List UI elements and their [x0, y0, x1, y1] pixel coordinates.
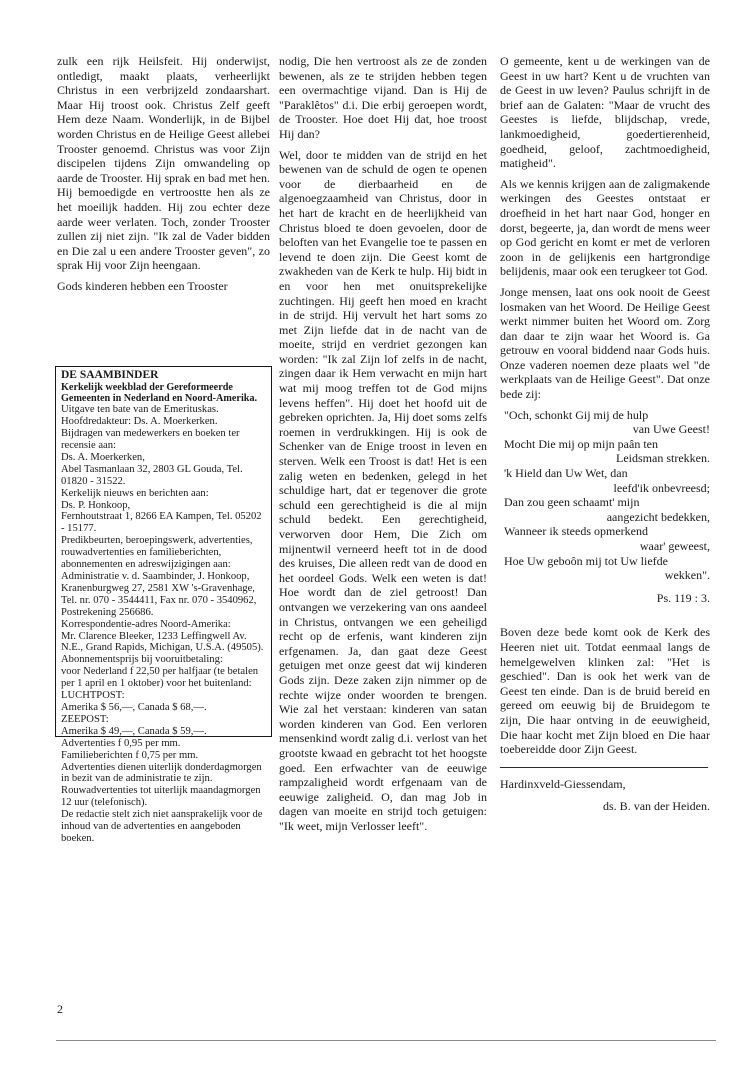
- colophon-line: Korrespondentie-adres Noord-Amerika:: [61, 618, 231, 630]
- colophon-box: [55, 366, 272, 844]
- colophon-line: De redactie stelt zich niet aansprakelijk voor de inhoud van de advertenties en aangeboden boeken.: [61, 809, 263, 844]
- article-paragraph: zulk een rijk Heilsfeit. Hij onderwijst, ontledigt, maakt plaats, verheerlijkt Christus in een verbrijzeld zondaarshart. Maar Hij troost ook. Christus Zelf geeft Hem deze Naam. Wonderlijk, in de Bijbel worden Christus en de Heilige Geest allebei Trooster genoemd. Christus was voor Zijn discipelen tijdens Zijn omwandeling op aarde de Trooster. Hij sprak en bad met hen. Hij bemoedigde en vertroostte hen als ze het moeilijk hadden. Hij zou echter deze aarde weer verlaten. Toch, zonder Trooster zullen zij niet zijn. "Ik zal de Vader bidden en Die zal u een andere Trooster geven", zo sprak Hij voor Zijn heengaan.: [57, 54, 270, 273]
- colophon-line: Mr. Clarence Bleeker, 1233 Leffingwell Av. N.E., Grand Rapids, Michigan, U.S.A. (49505).: [61, 630, 264, 654]
- colophon-line: Ds. A. Moerkerken,: [61, 451, 145, 463]
- verse-line: Leidsman strekken.: [616, 451, 710, 466]
- colophon-line: Advertenties dienen uiterlijk donderdagmorgen in bezit van de administratie te zijn.: [61, 761, 262, 785]
- verse-line: van Uwe Geest!: [632, 422, 710, 437]
- colophon-line: Familieberichten f 0,75 per mm.: [61, 749, 199, 761]
- author-signature: ds. B. van der Heiden.: [603, 799, 710, 814]
- colophon-line: voor Nederland f 22,50 per halfjaar (te betalen per 1 april en 1 oktober) voor het buitenland:: [61, 666, 259, 690]
- verse-line: Hoe Uw geboôn mij tot Uw liefde: [504, 553, 668, 568]
- colophon-line: Hoofdredakteur: Ds. A. Moerkerken.: [61, 416, 218, 428]
- article-paragraph: Als we kennis krijgen aan de zaligmakende werkingen des Geestes ontstaat er droefheid in het hart naar God, honger en dorst, begeerte, ja, dan wordt de mens weer op God gericht en komt er met de verloren zoon in de gelijkenis een hartgrondige belijdenis, maar ook een terugkeer tot God.: [500, 176, 710, 279]
- colophon-line: Predikbeurten, beroepingswerk, advertenties, rouwadvertenties en familieberichten, abonnementen en adreswijzigingen aan:: [61, 535, 253, 571]
- verse-line: Dan zou geen schaamt' mijn: [504, 495, 640, 510]
- verse-line: 'k Hield dan Uw Wet, dan: [504, 466, 628, 481]
- colophon-line: Amerika $ 49,—, Canada $ 59,—.: [61, 725, 207, 737]
- column-2: [279, 54, 487, 839]
- verse-line: leefd'ik onbevreesd;: [613, 480, 710, 495]
- colophon-line: Kerkelijk nieuws en berichten aan:: [61, 487, 209, 499]
- colophon-line: Uitgave ten bate van de Emerituskas.: [61, 404, 219, 416]
- colophon-line: Amerika $ 56,—, Canada $ 68,—.: [61, 701, 207, 713]
- colophon-line: Abel Tasmanlaan 32, 2803 GL Gouda, Tel. 01820 - 31522.: [61, 463, 243, 487]
- page-number: 2: [57, 1002, 63, 1016]
- page-edge-line: [56, 1040, 716, 1041]
- psalm-verse: [500, 408, 710, 583]
- colophon-line: Administratie v. d. Saambinder, J. Honkoop, Kranenburgweg 27, 2581 XW 's-Gravenhage, Tel. nr. 070 - 3544411, Fax nr. 070 - 3540962, Postrekening 256686.: [61, 571, 257, 618]
- verse-line: "Och, schonkt Gij mij de hulp: [504, 407, 649, 422]
- colophon-line: Rouwadvertenties tot uiterlijk maandagmorgen 12 uur (telefonisch).: [61, 785, 261, 809]
- colophon-line: LUCHTPOST:: [61, 690, 125, 702]
- article-paragraph: Wel, door te midden van de strijd en het bewenen van de schuld de ogen te openen voor de dierbaarheid en de algenoegzaamheid van Christus, door in het hart de kracht en de heerlijkheid van Christus bloed te doen gevoelen, door de beloften van het Evangelie toe te passen en levend te doen zijn. Die Geest komt de zwakheden van de Kerk te hulp. Hij bidt in en voor hen met onuitsprekelijke zuchtingen. Hij geeft hen moed en kracht in de strijd. Hij vervult het hart soms zo met Zijn liefde dat in de nacht van de moeite, strijd en verdriet gezongen kan worden: "Ik zal Zijn lof zelfs in de nacht, zingen daar ik Hem verwacht en mijn hart wat mij moog treffen tot de God mijns levens heffen". Hij doet het hoofd uit de gebreken oprichten. Ja, Hij doet soms zelfs roemen in verdrukkingen. Hij is ook de Schenker van de Enige troost in leven en sterven. Welk een Troost is dat! Het is een zalig weten en bedenken, gelegd in het schuldige hart, dat er tegenover die grote schuld een gerechtigheid is die al mijn schuld bedekt. Een gerechtigheid, verworven door Hem, Die Zich om mijnentwil verneerd heeft tot in de dood des kruises, Die alleen redt van de dood en het oordeel Gods. Welk een weten is dat! Hoe wordt dan de ziel getroost! Dan ontvangen we verzekering van ons aandeel in Christus, ontvangen we een geheiligd recht op de erfenis, want kinderen zijn erfgenamen. Ja, dan gaat deze Geest getuigen met onze geest dat wij kinderen Gods zijn. Deze zaken zijn nimmer op de rechte wijze onder woorden te brengen. Wie zal het verstaan: kinderen van satan worden kinderen van God. Een verloren mensenkind wordt zalig d.i. verlost van het grootste kwaad en gebracht tot het hoogste goed. Een erfwachter van de eeuwige rampzaligheid wordt erfgenaam van de eeuwige zaligheid. O, dan mag Job in dagen van moeite en strijd toch getuigen: "Ik weet, mijn Verlosser leeft".: [279, 147, 487, 833]
- verse-line: aangezicht bedekken,: [606, 509, 710, 524]
- article-paragraph: nodig, Die hen vertroost als ze de zonden bewenen, als ze te strijden hebben tegen een overmachtige vijand. Dan is Hij de "Paraklêtos" d.i. Die erbij geroepen wordt, de Trooster. Hoe doet Hij dat, hoe troost Hij dan?: [279, 54, 487, 141]
- verse-line: Wanneer ik steeds opmerkend: [504, 524, 648, 539]
- end-rule: [500, 767, 708, 768]
- verse-line: Mocht Die mij op mijn paân ten: [504, 436, 658, 451]
- colophon-line: Abonnementsprijs bij vooruitbetaling:: [61, 654, 223, 666]
- colophon-line: Advertenties f 0,95 per mm.: [61, 737, 181, 749]
- colophon-line: Bijdragen van medewerkers en boeken ter recensie aan:: [61, 428, 240, 452]
- verse-line: wekken".: [664, 568, 710, 583]
- author-place: Hardinxveld-Giessendam,: [500, 776, 626, 791]
- psalm-reference: Ps. 119 : 3.: [656, 590, 710, 605]
- colophon-line: Ds. P. Honkoop,: [61, 499, 131, 511]
- article-paragraph: Jonge mensen, laat ons ook nooit de Geest losmaken van het Woord. De Heilige Geest werkt nimmer buiten het Woord om. Zorg dan daar te zijn waar het Woord is. Ga getrouw en vooral biddend naar Gods huis. Onze vaderen noemen deze plaats wel "de werkplaats van de Heilige Geest". Dat onze bede zij:: [500, 284, 710, 402]
- column-1: [57, 54, 270, 300]
- column-3: [500, 54, 710, 814]
- colophon-line: Fernhoutstraat 1, 8266 EA Kampen, Tel. 05202 - 15177.: [61, 511, 262, 535]
- closing-paragraph: Boven deze bede komt ook de Kerk des Heeren niet uit. Totdat eenmaal langs de hemelgewelven klinken zal: "Het is geschied". Dan is ook het werk van de Geest ten einde. Dan is de bruid bereid en gereed om eeuwig bij de Bruidegom te zijn, Die haar ontving in de eeuwigheid, Die haar kocht met Zijn bloed en Die haar toebereidde door Zijn Geest.: [500, 625, 710, 757]
- colophon-title: DE SAAMBINDER: [61, 369, 159, 381]
- colophon-line: ZEEPOST:: [61, 713, 109, 725]
- colophon-subtitle: Kerkelijk weekblad der Gereformeerde Gemeenten in Nederland en Noord-Amerika.: [61, 381, 258, 405]
- article-paragraph: O gemeente, kent u de werkingen van de Geest in uw hart? Kent u de vruchten van de Geest in uw leven? Paulus schrijft in de brief aan de Galaten: "Maar de vrucht des Geestes is liefde, blijdschap, vrede, lankmoedigheid, goedertierenheid, goedheid, geloof, zachtmoedigheid, matigheid".: [500, 54, 710, 171]
- verse-line: waar' geweest,: [639, 539, 710, 553]
- article-paragraph: Gods kinderen hebben een Trooster: [57, 278, 228, 293]
